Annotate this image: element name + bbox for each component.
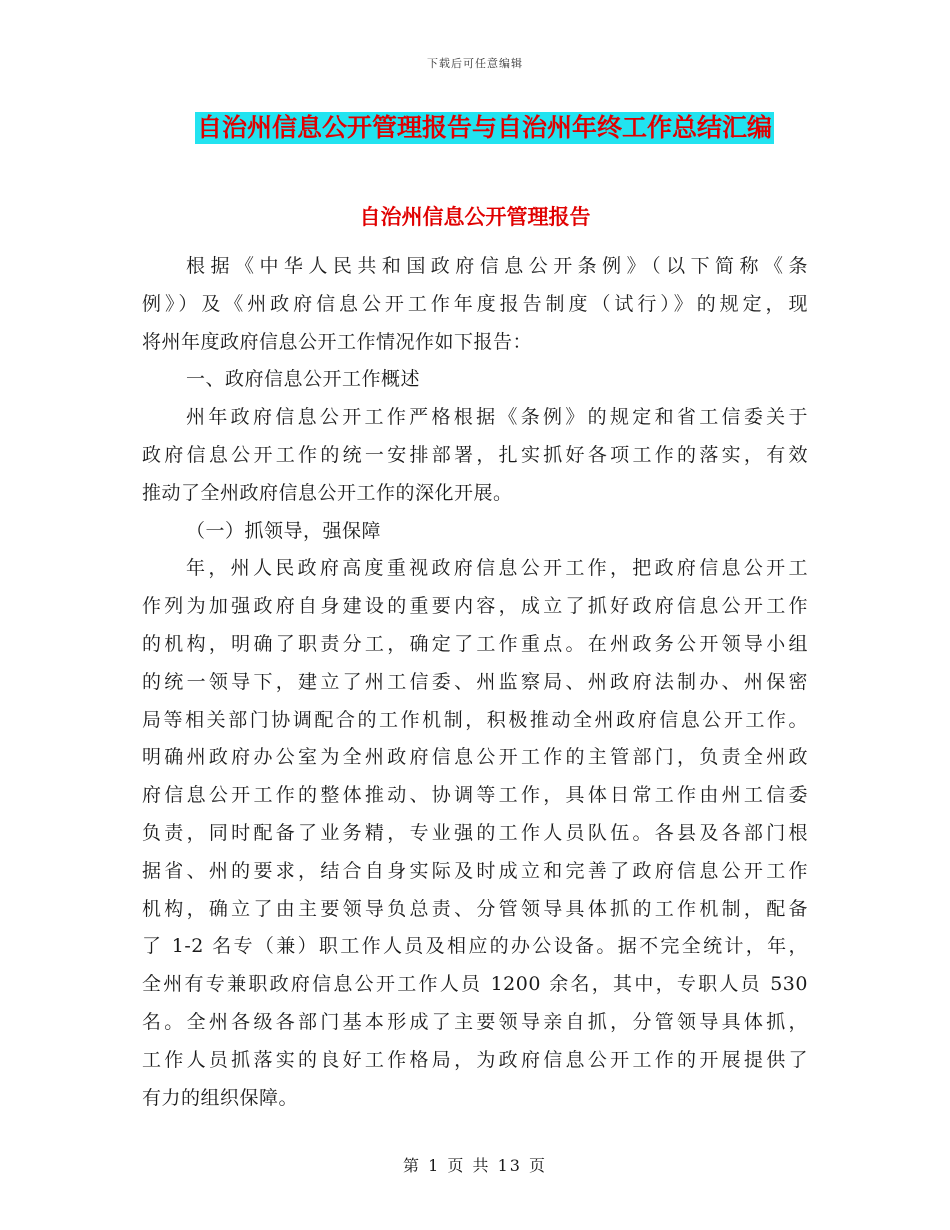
paragraph-line: 的统一领导下，建立了州工信委、州监察局、州政府法制办、州保密 <box>142 670 808 693</box>
paragraph-line: 明确州政府办公室为全州政府信息公开工作的主管部门，负责全州政 <box>142 746 808 769</box>
paragraph-line: 名。全州各级各部门基本形成了主要领导亲自抓，分管领导具体抓， <box>142 1010 808 1033</box>
paragraph-line: 例》）及《州政府信息公开工作年度报告制度（试行）》的规定，现 <box>142 292 808 315</box>
footer-label-page: 第 <box>402 1156 421 1175</box>
footer-label-unit-2: 页 <box>529 1156 548 1175</box>
header-note: 下载后可任意编辑 <box>427 57 523 70</box>
paragraph-line: 的机构，明确了职责分工，确定了工作重点。在州政务公开领导小组 <box>142 632 808 655</box>
paragraph-line: 全州有专兼职政府信息公开工作人员 1200 余名，其中，专职人员 530 <box>142 973 808 996</box>
paragraph-line: 府信息公开工作的整体推动、协调等工作，具体日常工作由州工信委 <box>142 784 808 807</box>
document-body <box>142 248 808 1117</box>
paragraph-line: 有力的组织保障。 <box>142 1086 299 1109</box>
paragraph <box>142 513 808 551</box>
paragraph-line: 一、政府信息公开工作概述 <box>186 368 421 391</box>
main-title-container <box>195 112 774 146</box>
paragraph <box>142 248 808 361</box>
paragraph-line: 作列为加强政府自身建设的重要内容，成立了抓好政府信息公开工作 <box>142 595 808 618</box>
footer-total-pages: 13 <box>497 1156 522 1175</box>
paragraph-line: 了 1-2 名专（兼）职工作人员及相应的办公设备。据不完全统计，年， <box>142 935 808 958</box>
paragraph-line: 政府信息公开工作的统一安排部署，扎实抓好各项工作的落实，有效 <box>142 443 808 466</box>
paragraph-line: 负责，同时配备了业务精，专业强的工作人员队伍。各县及各部门根 <box>142 821 808 844</box>
footer-current-page: 1 <box>428 1156 441 1175</box>
paragraph-line: 将州年度政府信息公开工作情况作如下报告： <box>142 330 533 353</box>
paragraph-line: 工作人员抓落实的良好工作格局，为政府信息公开工作的开展提供了 <box>142 1048 808 1071</box>
section-title: 自治州信息公开管理报告 <box>359 205 591 229</box>
paragraph-line: 机构，确立了由主要领导负总责、分管领导具体抓的工作机制，配备 <box>142 897 808 920</box>
paragraph-line: 根据《中华人民共和国政府信息公开条例》（以下简称《条 <box>186 255 808 277</box>
paragraph-line: 州年政府信息公开工作严格根据《条例》的规定和省工信委关于 <box>186 406 808 429</box>
paragraph-line: 据省、州的要求，结合自身实际及时成立和完善了政府信息公开工作 <box>142 859 808 882</box>
paragraph-line: 局等相关部门协调配合的工作机制，积极推动全州政府信息公开工作。 <box>142 708 808 731</box>
paragraph-line: 推动了全州政府信息公开工作的深化开展。 <box>142 481 513 504</box>
page-footer <box>0 1153 950 1176</box>
paragraph-line: 年，州人民政府高度重视政府信息公开工作，把政府信息公开工 <box>186 557 808 580</box>
main-title: 自治州信息公开管理报告与自治州年终工作总结汇编 <box>197 113 773 142</box>
footer-label-total: 共 <box>472 1156 491 1175</box>
paragraph <box>142 550 808 1117</box>
paragraph-line: （一）抓领导，强保障 <box>186 519 382 542</box>
paragraph <box>142 399 808 512</box>
footer-label-unit: 页 <box>447 1156 466 1175</box>
paragraph <box>142 361 808 399</box>
